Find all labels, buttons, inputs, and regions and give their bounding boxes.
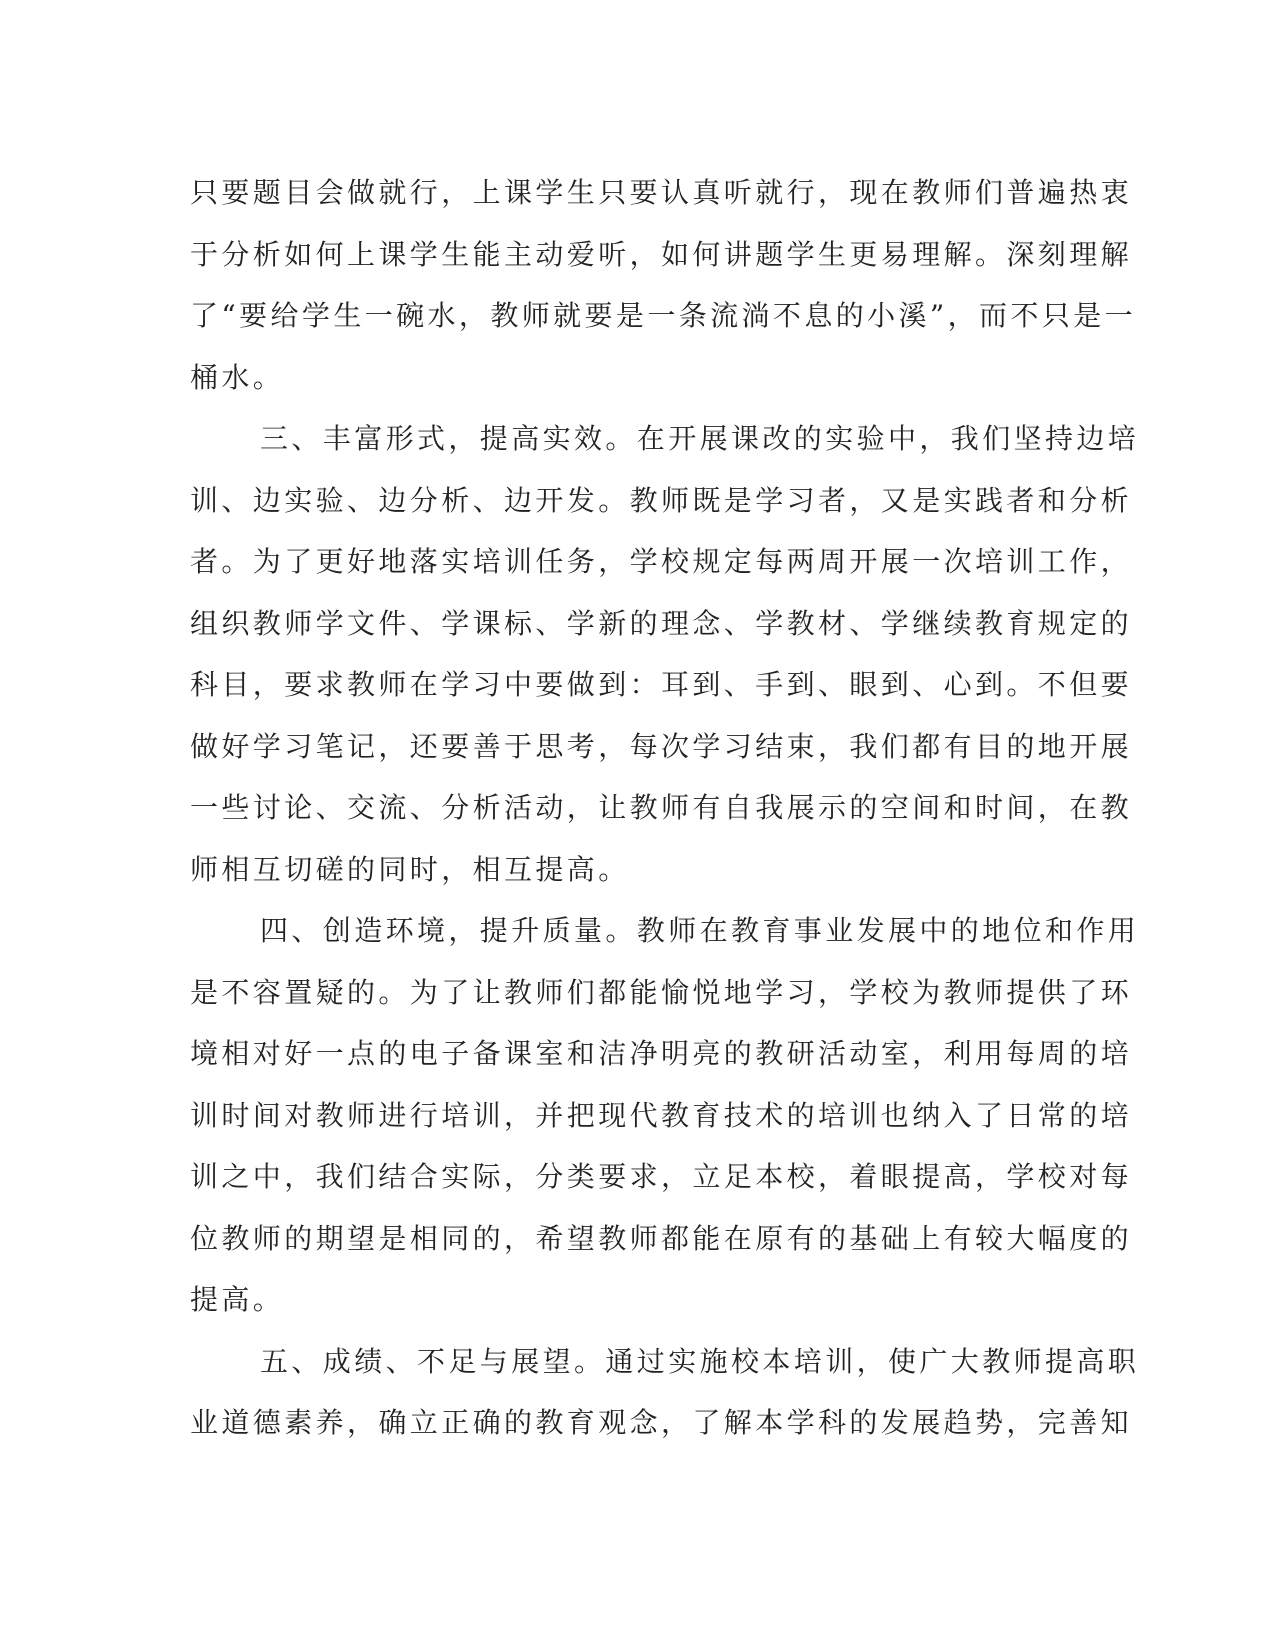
text-line: 做好学习笔记，还要善于思考，每次学习结束，我们都有目的地开展 bbox=[190, 729, 1133, 763]
text-line: 业道德素养，确立正确的教育观念，了解本学科的发展趋势，完善知 bbox=[190, 1406, 1133, 1439]
text-line: 训、边实验、边分析、边开发。教师既是学习者，又是实践者和分析 bbox=[190, 483, 1133, 517]
text-line: 训时间对教师进行培训，并把现代教育技术的培训也纳入了日常的培 bbox=[190, 1098, 1133, 1132]
text-line: 训之中，我们结合实际，分类要求，立足本校，着眼提高，学校对每 bbox=[190, 1160, 1133, 1193]
text-line: 者。为了更好地落实培训任务，学校规定每两周开展一次培训工作， bbox=[190, 545, 1133, 578]
paragraph-start-line: 三、丰富形式，提高实效。在开展课改的实验中，我们坚持边培 bbox=[260, 422, 1140, 455]
text-line: 于分析如何上课学生能主动爱听，如何讲题学生更易理解。深刻理解 bbox=[190, 237, 1133, 271]
document-body-text bbox=[190, 162, 1140, 1454]
text-line: 科目，要求教师在学习中要做到：耳到、手到、眼到、心到。不但要 bbox=[190, 668, 1133, 701]
text-line: 是不容置疑的。为了让教师们都能愉悦地学习，学校为教师提供了环 bbox=[190, 975, 1133, 1009]
text-line: 位教师的期望是相同的，希望教师都能在原有的基础上有较大幅度的 bbox=[190, 1221, 1133, 1255]
paragraph-start-line: 四、创造环境，提升质量。教师在教育事业发展中的地位和作用 bbox=[260, 914, 1140, 947]
text-line: 师相互切磋的同时，相互提高。 bbox=[190, 852, 630, 886]
text-line: 一些讨论、交流、分析活动，让教师有自我展示的空间和时间，在教 bbox=[190, 791, 1133, 824]
text-line: 桶水。 bbox=[190, 360, 285, 394]
text-line: 只要题目会做就行，上课学生只要认真听就行，现在教师们普遍热衷 bbox=[190, 176, 1133, 209]
text-line: 提高。 bbox=[190, 1283, 285, 1316]
paragraph-start-line: 五、成绩、不足与展望。通过实施校本培训，使广大教师提高职 bbox=[260, 1344, 1140, 1378]
text-line: 了“要给学生一碗水，教师就要是一条流淌不息的小溪”，而不只是一 bbox=[190, 299, 1137, 332]
text-line: 境相对好一点的电子备课室和洁净明亮的教研活动室，利用每周的培 bbox=[190, 1037, 1133, 1070]
text-line: 组织教师学文件、学课标、学新的理念、学教材、学继续教育规定的 bbox=[190, 606, 1133, 640]
